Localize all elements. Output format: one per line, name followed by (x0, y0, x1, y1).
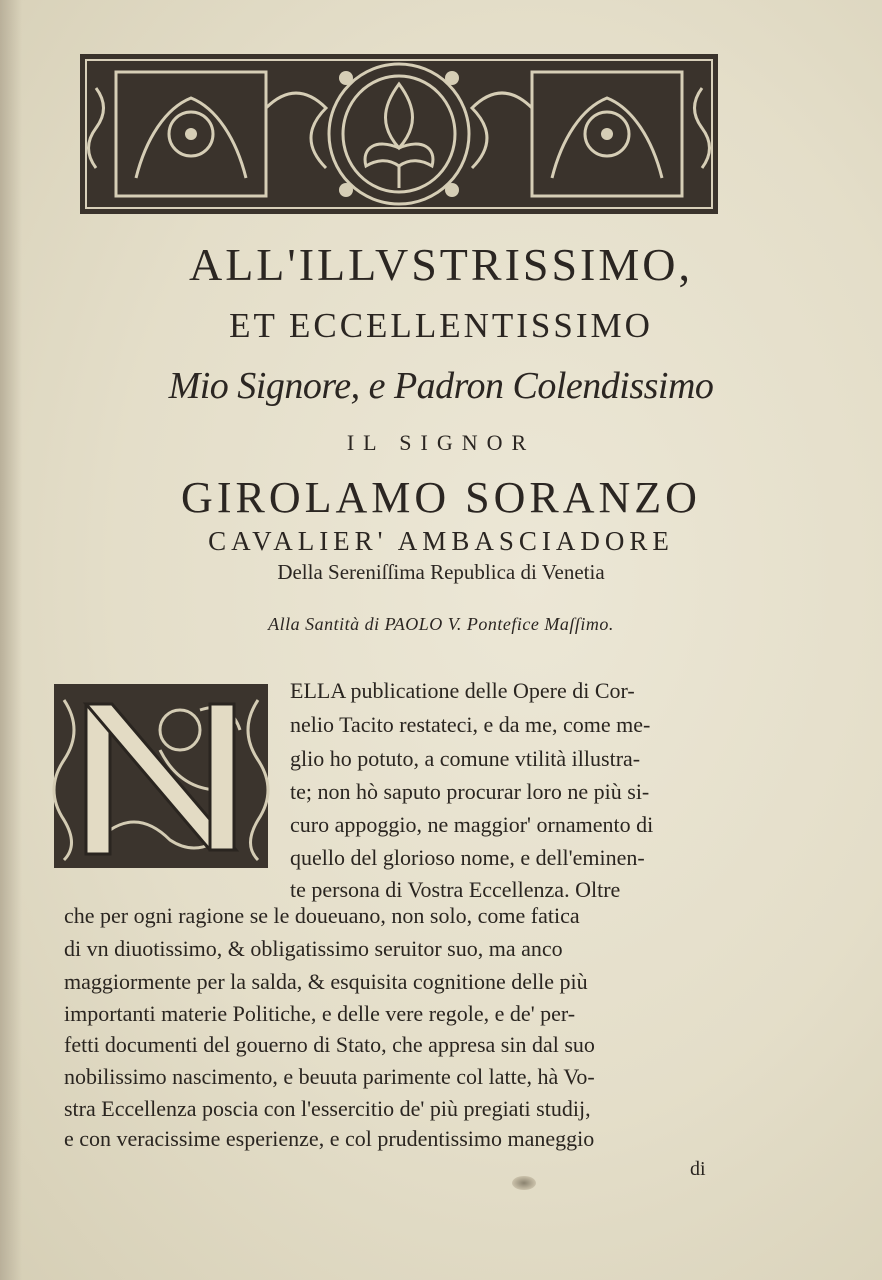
body-line: nelio Tacito restateci, e da me, come me- (290, 712, 651, 737)
title-line-2: ET ECCELLENTISSIMO (229, 306, 653, 345)
body-line: curo appoggio, ne maggior' ornamento di (290, 812, 654, 837)
body-line: che per ogni ragione se le doueuano, non solo, come fatica (64, 903, 580, 928)
body-line: nobilissimo nascimento, e beuuta parimente col latte, hà Vo- (64, 1064, 595, 1089)
body-line: ELLA publicatione delle Opere di Cor- (290, 678, 635, 703)
body-line: e con veracissime esperienze, e col prudentissimo maneggio (64, 1126, 595, 1151)
title-line-3: Mio Signore, e Padron Colendissimo (168, 365, 714, 407)
catchword: di (690, 1158, 706, 1180)
body-line: te; non hò saputo procurar loro ne più si- (290, 779, 650, 804)
initial-letter: N (50, 680, 51, 681)
title-line-1: ALL'ILLVSTRISSIMO, (188, 239, 693, 290)
body-line: stra Eccellenza poscia con l'essercitio de' più pregiati studij, (64, 1096, 591, 1121)
dedicatee-republic: Della Sereniſſima Republica di Venetia (277, 560, 605, 584)
body-line: importanti materie Politiche, e delle vere regole, e de' per- (64, 1001, 576, 1026)
paper-stain (512, 1176, 536, 1190)
page-gutter-shadow (0, 0, 22, 1280)
body-line: maggiormente per la salda, & esquisita cognitione delle più (64, 969, 588, 994)
ornamental-headpiece (76, 48, 722, 220)
body-line: quello del glorioso nome, e dell'eminen- (290, 845, 645, 870)
title-line-4: IL SIGNOR (346, 430, 536, 455)
body-line: te persona di Vostra Eccellenza. Oltre (290, 877, 621, 902)
decorated-initial (50, 680, 272, 872)
body-line: di vn diuotissimo, & obligatissimo seruitor suo, ma anco (64, 936, 563, 961)
dedicatee-name: GIROLAMO SORANZO (181, 473, 701, 522)
dedicatee-title: CAVALIER' AMBASCIADORE (208, 526, 674, 556)
dedicatee-embassy: Alla Santità di PAOLO V. Pontefice Maſſimo. (268, 614, 614, 634)
body-line: fetti documenti del gouerno di Stato, che appresa sin dal suo (64, 1032, 595, 1057)
body-line: glio ho potuto, a comune vtilità illustra- (290, 746, 641, 771)
